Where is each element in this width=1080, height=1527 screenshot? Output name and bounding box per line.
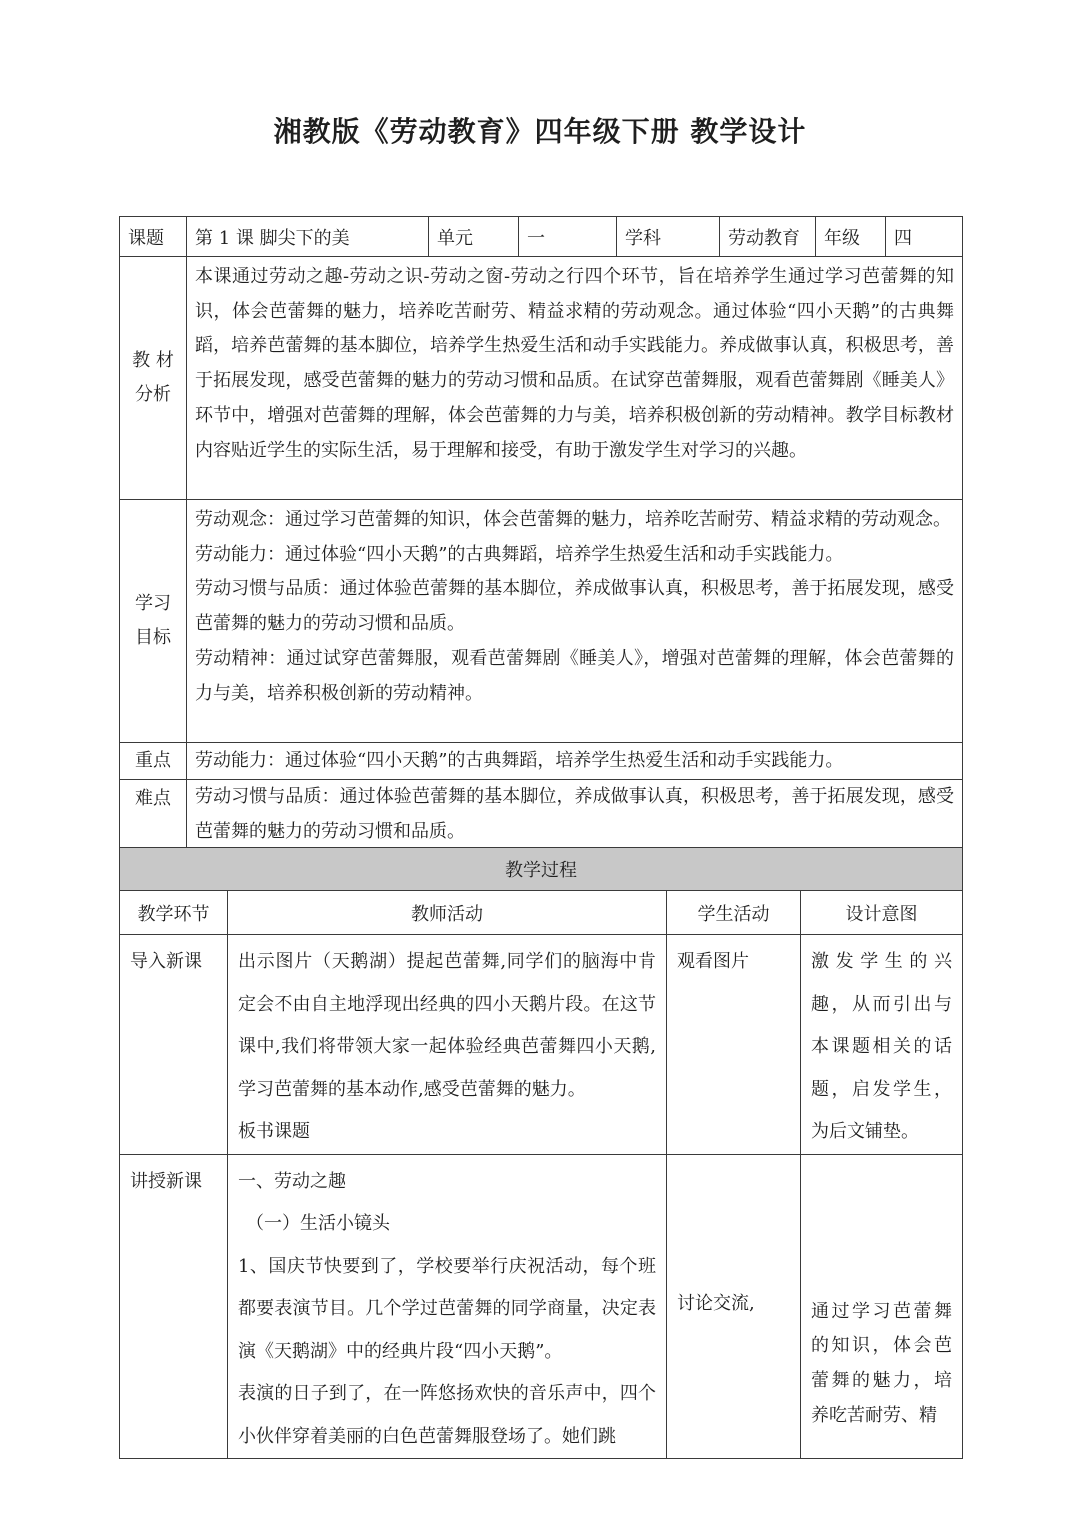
difficulty-label: 难点 [120,780,187,851]
objectives-row [120,500,963,743]
student-activity-cell: 观看图片 [667,935,801,1155]
process-column-headers [120,891,963,935]
column-header: 教师活动 [228,891,667,935]
material-row [120,257,963,500]
stage-cell: 导入新课 [120,935,228,1155]
objective-item: 劳动能力：通过体验“四小天鹅”的古典舞蹈，培养学生热爱生活和动手实践能力。 [195,543,844,565]
subject-value: 劳动教育 [720,217,816,257]
teacher-activity-extra: 板书课题 [238,1121,310,1142]
difficulty-text: 劳动习惯与品质：通过体验芭蕾舞的基本脚位，养成做事认真，积极思考，善于拓展发现，感受芭蕾舞的魅力的劳动习惯和品质。 [187,780,963,851]
column-header: 学生活动 [667,891,801,935]
key-point-row [120,743,963,780]
design-intent-cell: 激发学生的兴趣，从而引出与本课题相关的话题，启发学生，为后文铺垫。 [801,935,963,1155]
material-label [120,257,187,500]
teacher-activity-cell [228,935,667,1155]
objective-item: 劳动习惯与品质：通过体验芭蕾舞的基本脚位，养成做事认真，积极思考，善于拓展发现，感受芭蕾舞的魅力的劳动习惯和品质。 [195,578,954,635]
objectives-label-line1: 学习 [135,593,171,614]
material-label-line1: 教 材 [132,350,174,371]
process-heading: 教学过程 [120,848,963,891]
objectives-label-line2: 目标 [135,627,171,648]
teacher-activity-line: 一、劳动之趣 [238,1170,346,1192]
difficulty-row [120,780,963,851]
teacher-activity-line: （一）生活小镜头 [246,1213,390,1234]
student-activity-cell: 讨论交流, [667,1154,801,1459]
teacher-activity-line: 表演的日子到了，在一阵悠扬欢快的音乐声中，四个小伙伴穿着美丽的白色芭蕾舞服登场了。她们跳 [238,1383,656,1447]
teacher-activity-cell [228,1154,667,1459]
table-row [120,1154,963,1459]
material-text: 本课通过劳动之趣-劳动之识-劳动之窗-劳动之行四个环节，旨在培养学生通过学习芭蕾舞的知识，体会芭蕾舞的魅力，培养吃苦耐劳、精益求精的劳动观念。通过体验“四小天鹅”的古典舞蹈，培养芭蕾舞的基本脚位，培养学生热爱生活和动手实践能力。养成做事认真，积极思考，善于拓展发现，感受芭蕾舞的魅力的劳动习惯和品质。在试穿芭蕾舞服，观看芭蕾舞剧《睡美人》环节中，增强对芭蕾舞的理解，体会芭蕾舞的力与美，培养积极创新的劳动精神。教学目标教材内容贴近学生的实际生活，易于理解和接受，有助于激发学生对学习的兴趣。 [187,257,963,500]
key-point-label: 重点 [120,743,187,780]
key-point-text: 劳动能力：通过体验“四小天鹅”的古典舞蹈，培养学生热爱生活和动手实践能力。 [187,743,963,780]
objective-item: 劳动精神：通过试穿芭蕾舞服，观看芭蕾舞剧《睡美人》，增强对芭蕾舞的理解，体会芭蕾舞的力与美，培养积极创新的劳动精神。 [195,647,954,704]
teacher-activity-line: 1、国庆节快要到了，学校要举行庆祝活动，每个班都要表演节目。几个学过芭蕾舞的同学商量，决定表演《天鹅湖》中的经典片段“四小天鹅”。 [238,1255,656,1362]
objectives-list [187,500,963,743]
stage-cell: 讲授新课 [120,1154,228,1459]
unit-value: 一 [519,217,617,257]
column-header: 教学环节 [120,891,228,935]
course-value: 第 1 课 脚尖下的美 [187,217,429,257]
process-table [119,847,963,1459]
course-label: 课题 [120,217,187,257]
material-label-line2: 分析 [135,384,171,405]
objectives-label [120,500,187,743]
lesson-info-table [119,216,963,851]
objective-item: 劳动观念：通过学习芭蕾舞的知识，体会芭蕾舞的魅力，培养吃苦耐劳、精益求精的劳动观念。 [195,509,951,530]
unit-label: 单元 [429,217,519,257]
subject-label: 学科 [617,217,720,257]
table-row [120,935,963,1155]
teacher-activity-text: 出示图片（天鹅湖）提起芭蕾舞,同学们的脑海中肯定会不由自主地浮现出经典的四小天鹅片段。在这节课中,我们将带领大家一起体验经典芭蕾舞四小天鹅,学习芭蕾舞的基本动作,感受芭蕾舞的魅力。 [238,951,656,1100]
process-heading-row [120,848,963,891]
grade-label: 年级 [816,217,886,257]
column-header: 设计意图 [801,891,963,935]
design-intent-cell: 通过学习芭蕾舞的知识，体会芭蕾舞的魅力，培养吃苦耐劳、精 [801,1154,963,1459]
info-row [120,217,963,257]
grade-value: 四 [886,217,963,257]
document-title: 湘教版《劳动教育》四年级下册 教学设计 [273,115,807,148]
